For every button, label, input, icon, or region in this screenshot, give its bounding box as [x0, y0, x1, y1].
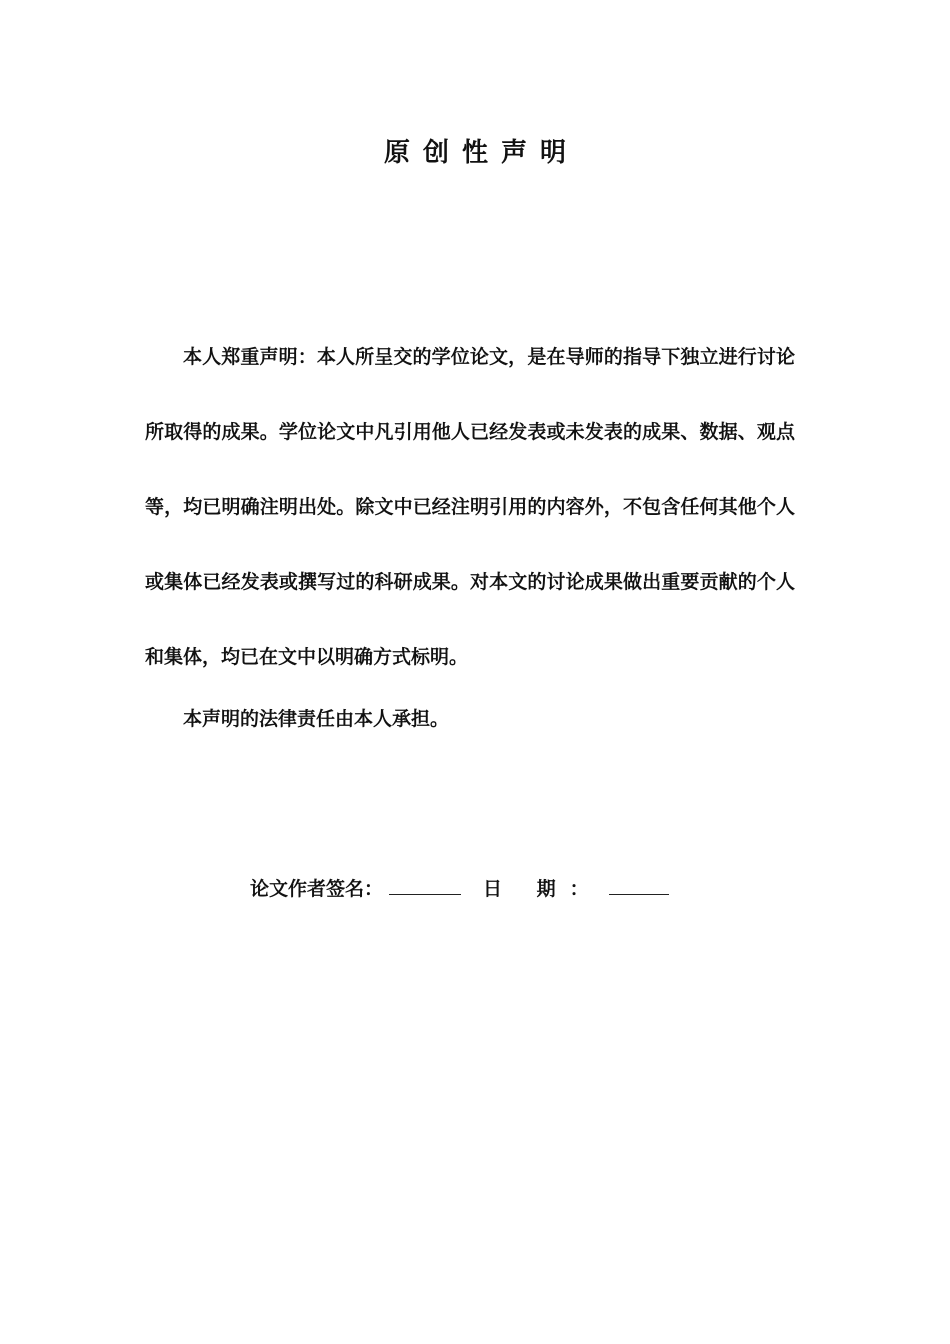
liability-statement: 本声明的法律责任由本人承担。 [183, 708, 450, 730]
author-signature-field[interactable] [389, 876, 461, 895]
declaration-line-1: 本人郑重声明：本人所呈交的学位论文，是在导师的指导下独立进行讨论 [183, 346, 795, 368]
signature-row [250, 876, 669, 901]
declaration-line-2: 所取得的成果。学位论文中凡引用他人已经发表或未发表的成果、数据、观点 [145, 421, 795, 443]
date-field[interactable] [609, 876, 669, 895]
author-signature-label: 论文作者签名： [250, 878, 384, 900]
declaration-line-3: 等，均已明确注明出处。除文中已经注明引用的内容外，不包含任何其他个人 [145, 496, 795, 518]
date-label: 日 期： [483, 878, 603, 900]
declaration-line-5: 和集体，均已在文中以明确方式标明。 [145, 646, 469, 668]
page-title: 原创性声明 [383, 138, 579, 168]
declaration-line-4: 或集体已经发表或撰写过的科研成果。对本文的讨论成果做出重要贡献的个人 [145, 571, 795, 593]
